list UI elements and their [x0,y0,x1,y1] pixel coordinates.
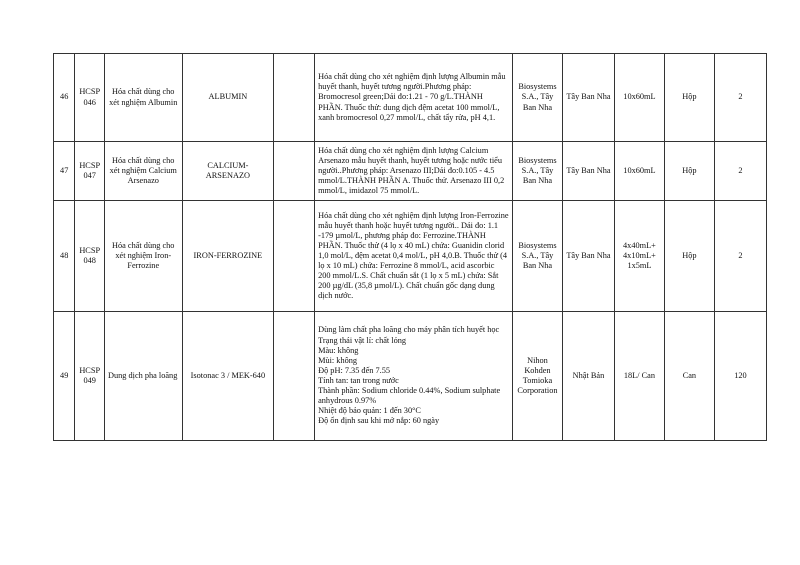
spec-line: Mùi: không [318,355,358,365]
item-name: Hóa chất dùng cho xét nghiệm Iron-Ferrozine [104,201,182,312]
specification [315,312,513,441]
manufacturer: Nihon Kohden Tomioka Corporation [512,312,562,441]
country: Tây Ban Nha [562,142,614,201]
row-number: 46 [54,54,75,142]
row-number: 48 [54,201,75,312]
table-row [54,142,767,201]
spec-line: Nhiệt độ bảo quản: 1 đến 30°C [318,406,421,416]
spec-line: Tính tan: tan trong nước [318,376,399,385]
spec-line: Dùng làm chất pha loãng cho máy phân tích huyết học [318,325,500,335]
row-number: 49 [54,312,75,441]
table-row [54,54,767,142]
spec-line: Độ ổn định sau khi mở nắp: 60 ngày [318,416,440,426]
trade-name: ALBUMIN [182,54,274,142]
specification [315,54,513,142]
country: Tây Ban Nha [562,54,614,142]
empty-cell [274,312,315,441]
empty-cell [274,201,315,312]
packaging: 10x60mL [614,142,664,201]
packaging: 4x40mL+ 4x10mL+ 1x5mL [614,201,664,312]
spec-line: Thành phần: Sodium chloride 0.44%, Sodium sulphate anhydrous 0.97% [318,386,501,406]
unit: Can [664,312,714,441]
item-code: HCSP 048 [75,201,105,312]
item-code: HCSP 049 [75,312,105,441]
item-name: Hóa chất dùng cho xét nghiệm Calcium Arsenazo [104,142,182,201]
spec-line: Hóa chất dùng cho xét nghiệm định lượng Albumin mẫu huyết thanh, huyết tương người.Phương pháp: Bromocresol green;Dải đo:1.21 - 70 g/L.THÀNH PHẦN. Thuốc thử: dung dịch đệm acetat 100 mmol/L, xanh bromocresol 0,27 mmol/L, chất tẩy rửa, pH 4,1. [318,72,506,122]
manufacturer: Biosystems S.A., Tây Ban Nha [512,142,562,201]
spec-line: Hóa chất dùng cho xét nghiệm định lượng Iron-Ferrozine mẫu huyết thanh hoặc huyết tương người.. Dải đo: 1.1 -179 µmol/L, phương pháp đo: Ferrozine.THÀNH PHẦN. Thuốc thử (4 lọ x 40 mL) chứa: Guanidin clorid 1,0 mol/L, đệm acetat 0,4 mol/L, pH 4,0.B. Thuốc thử (4 lọ x 10 mL) chứa: Ferrozine 8 mmol/L, acid ascorbic 200 mmol/L.S. Chất chuẩn sắt (1 lọ x 5 mL) chứa: Sắt 200 µg/dL (35,8 µmol/L). Chất chuẩn gốc dạng dung dịch nước. [318,210,509,301]
empty-cell [274,54,315,142]
unit: Hộp [664,201,714,312]
country: Nhật Bản [562,312,614,441]
trade-name: IRON-FERROZINE [182,201,274,312]
empty-cell [274,142,315,201]
product-table [53,53,767,441]
quantity: 2 [714,54,766,142]
item-name: Dung dịch pha loãng [104,312,182,441]
spec-line: Trạng thái vật lí: chất lỏng [318,335,407,345]
packaging: 18L/ Can [614,312,664,441]
quantity: 2 [714,201,766,312]
trade-name: Isotonac 3 / MEK-640 [182,312,274,441]
manufacturer: Biosystems S.A., Tây Ban Nha [512,54,562,142]
specification [315,142,513,201]
table-row [54,201,767,312]
quantity: 2 [714,142,766,201]
item-name: Hóa chất dùng cho xét nghiệm Albumin [104,54,182,142]
table-row [54,312,767,441]
manufacturer: Biosystems S.A., Tây Ban Nha [512,201,562,312]
item-code: HCSP 047 [75,142,105,201]
spec-line: Màu: không [318,345,359,355]
quantity: 120 [714,312,766,441]
unit: Hộp [664,142,714,201]
country: Tây Ban Nha [562,201,614,312]
specification [315,201,513,312]
item-code: HCSP 046 [75,54,105,142]
spec-line: Độ pH: 7.35 đến 7.55 [318,365,390,375]
row-number: 47 [54,142,75,201]
packaging: 10x60mL [614,54,664,142]
spec-line: Hóa chất dùng cho xét nghiệm định lượng Calcium Arsenazo mẫu huyết thanh, huyết tương hoặc nước tiểu người..Phương pháp: Arsenazo III;Dải đo:0.105 - 4.5 mmol/L.THÀNH PHẦN A. Thuốc thử. Arsenazo III 0,2 mmol/L, imidazol 75 mmol/L. [318,145,505,196]
trade-name: CALCIUM-ARSENAZO [182,142,274,201]
unit: Hộp [664,54,714,142]
